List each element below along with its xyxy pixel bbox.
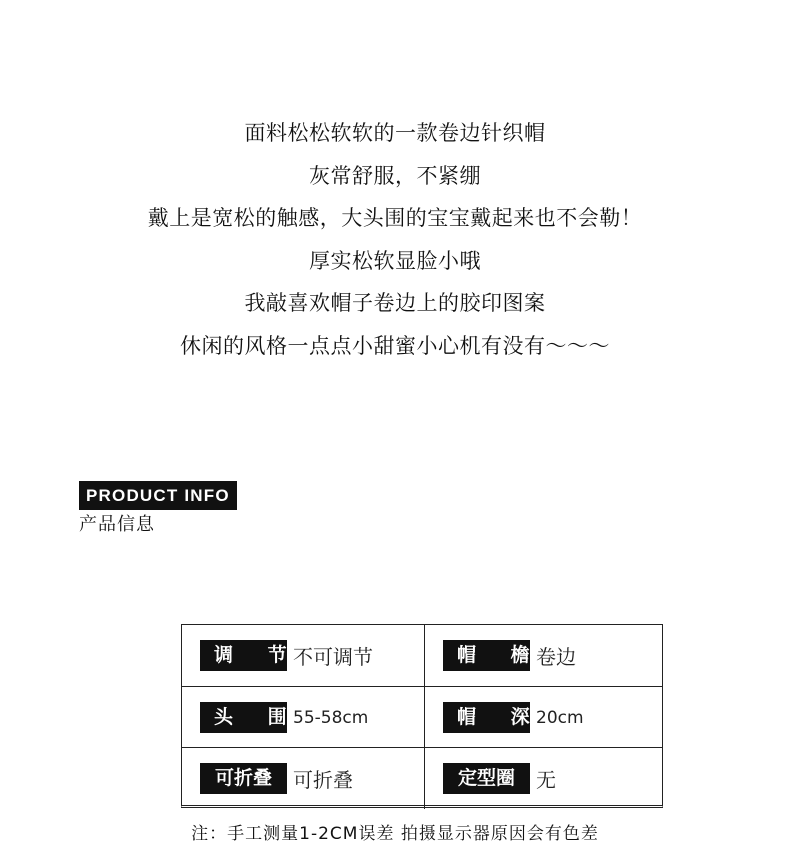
table-row <box>182 747 662 809</box>
spec-value-depth: 20cm <box>536 707 584 728</box>
spec-cell-shaping-ring <box>424 748 663 809</box>
spec-value-shaping-ring: 无 <box>536 768 556 792</box>
table-row <box>182 625 662 686</box>
spec-value-adjust: 不可调节 <box>293 645 373 669</box>
spec-label-brim: 帽 檐 <box>443 640 530 671</box>
spec-label-head-size: 头 围 <box>200 702 287 733</box>
spec-value-brim: 卷边 <box>536 645 576 669</box>
spec-value-head-size: 55-58cm <box>293 707 369 728</box>
spec-value-foldable: 可折叠 <box>293 768 353 792</box>
description-line: 戴上是宽松的触感，大头围的宝宝戴起来也不会勒！ <box>147 206 643 230</box>
spec-cell-foldable <box>182 748 424 809</box>
product-description <box>0 112 790 367</box>
measurement-footnote: 注：手工测量1-2CM误差 拍摄显示器原因会有色差 <box>191 824 599 844</box>
spec-label-shaping-ring: 定型圈 <box>443 763 530 794</box>
spec-label-depth: 帽 深 <box>443 702 530 733</box>
table-row <box>182 686 662 748</box>
spec-table <box>181 624 663 808</box>
spec-label-foldable: 可折叠 <box>200 763 287 794</box>
description-line: 我敲喜欢帽子卷边上的胶印图案 <box>244 291 546 315</box>
spec-label-adjust: 调 节 <box>200 640 287 671</box>
spec-cell-adjust <box>182 625 424 686</box>
description-line: 灰常舒服，不紧绷 <box>309 163 481 188</box>
product-info-badge: PRODUCT INFO <box>79 481 237 510</box>
description-line: 厚实松软显脸小哦 <box>309 248 481 273</box>
description-line: 休闲的风格一点点小甜蜜小心机有没有～～～ <box>180 333 610 358</box>
spec-cell-depth <box>424 687 663 748</box>
spec-cell-brim <box>424 625 663 686</box>
spec-cell-head-size <box>182 687 424 748</box>
description-line: 面料松松软软的一款卷边针织帽 <box>244 121 546 145</box>
product-info-subtitle: 产品信息 <box>79 514 155 535</box>
